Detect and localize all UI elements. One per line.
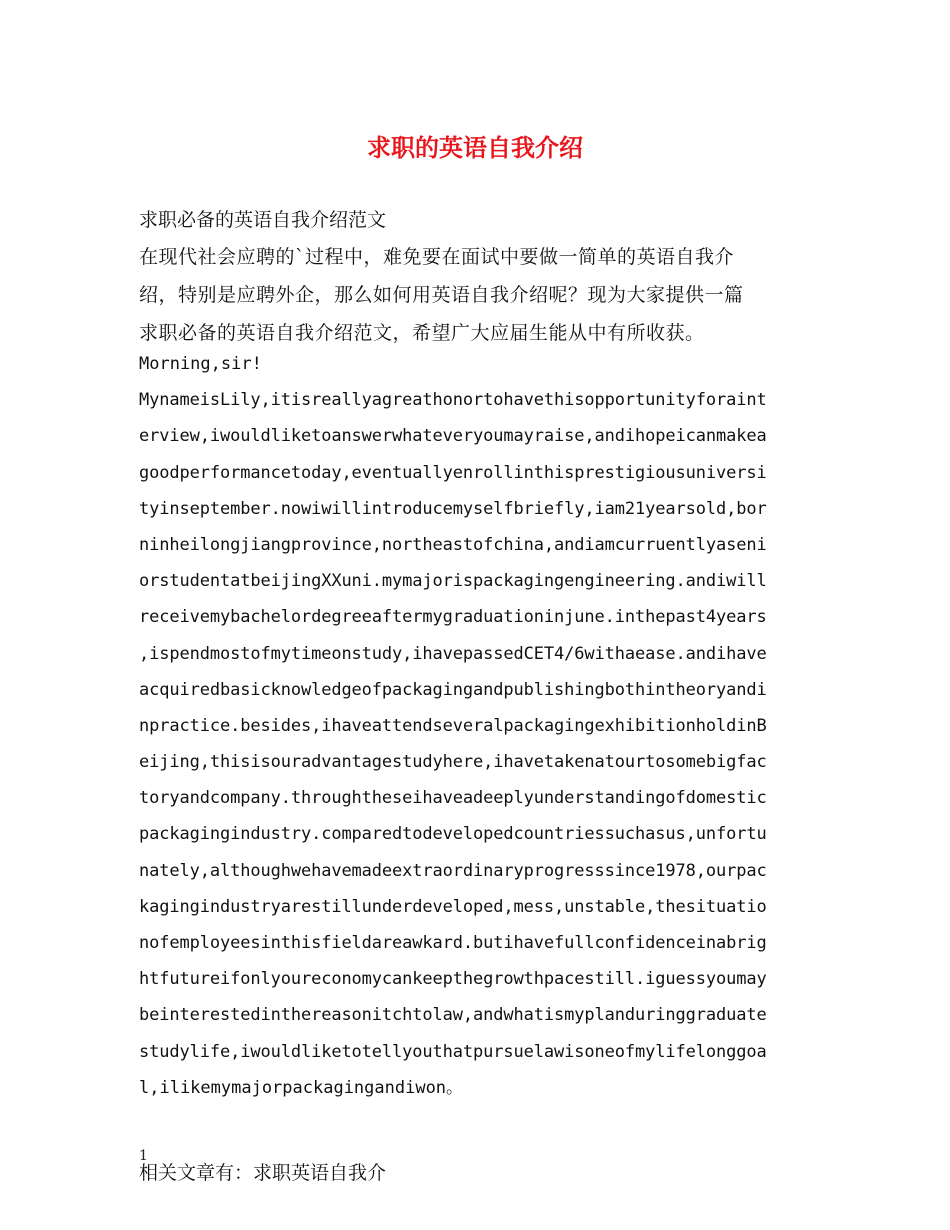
body-line: MynameisLily,itisreallyagreathonortohavethisopportunityforaint bbox=[139, 390, 767, 411]
related-articles-label: 相关文章有：求职英语自我介 bbox=[139, 1162, 387, 1185]
intro-line: 求职必备的英语自我介绍范文，希望广大应届生能从中有所收获。 bbox=[139, 322, 705, 344]
body-last-line bbox=[139, 1070, 819, 1185]
body-line: nofemployeesinthisfieldareawkard.butihavefullconfidenceinabrig bbox=[139, 933, 767, 953]
body-line: nately,althoughwehavemadeextraordinaryprogresssince1978,ourpac bbox=[139, 860, 767, 881]
document-title: 求职的英语自我介绍 bbox=[367, 133, 583, 162]
body-line: eijing,thisisouradvantagestudyhere,ihavetakenatourtosomebigfac bbox=[139, 752, 767, 773]
body-line: Morning,sir! bbox=[139, 354, 262, 374]
body-text bbox=[139, 346, 819, 1185]
body-line: beinterestedinthereasonitchtolaw,andwhatismyplanduringgraduate bbox=[139, 1005, 767, 1026]
body-line: htfutureifonlyoureconomycankeepthegrowthpacestill.iguessyoumay bbox=[139, 969, 767, 990]
body-line: goodperformancetoday,eventuallyenrollinthisprestigiousuniversi bbox=[139, 462, 767, 483]
body-line: ,ispendmostofmytimeonstudy,ihavepassedCET4/6withaease.andihave bbox=[139, 643, 767, 664]
page-number: 1 bbox=[139, 1148, 148, 1164]
body-line: erview,iwouldliketoanswerwhateveryoumayraise,andihopeicanmakea bbox=[139, 426, 767, 447]
body-last-line-english: l,ilikemymajorpackagingandiwon。 bbox=[139, 1077, 464, 1098]
body-line: receivemybachelordegreeaftermygraduationinjune.inthepast4years bbox=[139, 607, 767, 628]
body-line: toryandcompany.throughtheseihaveadeeplyunderstandingofdomestic bbox=[139, 788, 767, 809]
body-line: ninheilongjiangprovince,northeastofchina,andiamcurruentlyaseni bbox=[139, 534, 767, 555]
body-line: acquiredbasicknowledgeofpackagingandpublishingbothintheoryandi bbox=[139, 679, 767, 700]
body-line: npractice.besides,ihaveattendseveralpackagingexhibitionholdinB bbox=[139, 715, 767, 736]
body-line: orstudentatbeijingXXuni.mymajorispackagingengineering.andiwill bbox=[139, 571, 767, 592]
body-line: tyinseptember.nowiwillintroducemyselfbriefly,iam21yearsold,bor bbox=[139, 498, 767, 519]
intro-line: 绍，特别是应聘外企，那么如何用英语自我介绍呢？现为大家提供一篇 bbox=[139, 284, 744, 306]
body-line: packagingindustry.comparedtodevelopedcountriessuchasus,unfortu bbox=[139, 824, 767, 845]
body-line: studylife,iwouldliketotellyouthatpursuelawisoneofmylifelonggoa bbox=[139, 1041, 767, 1062]
intro-line: 在现代社会应聘的`过程中，难免要在面试中要做一简单的英语自我介 bbox=[139, 246, 735, 268]
body-line: kagingindustryarestillunderdeveloped,mess,unstable,thesituatio bbox=[139, 896, 767, 917]
intro-paragraph bbox=[139, 238, 819, 352]
document-subtitle: 求职必备的英语自我介绍范文 bbox=[139, 209, 387, 231]
